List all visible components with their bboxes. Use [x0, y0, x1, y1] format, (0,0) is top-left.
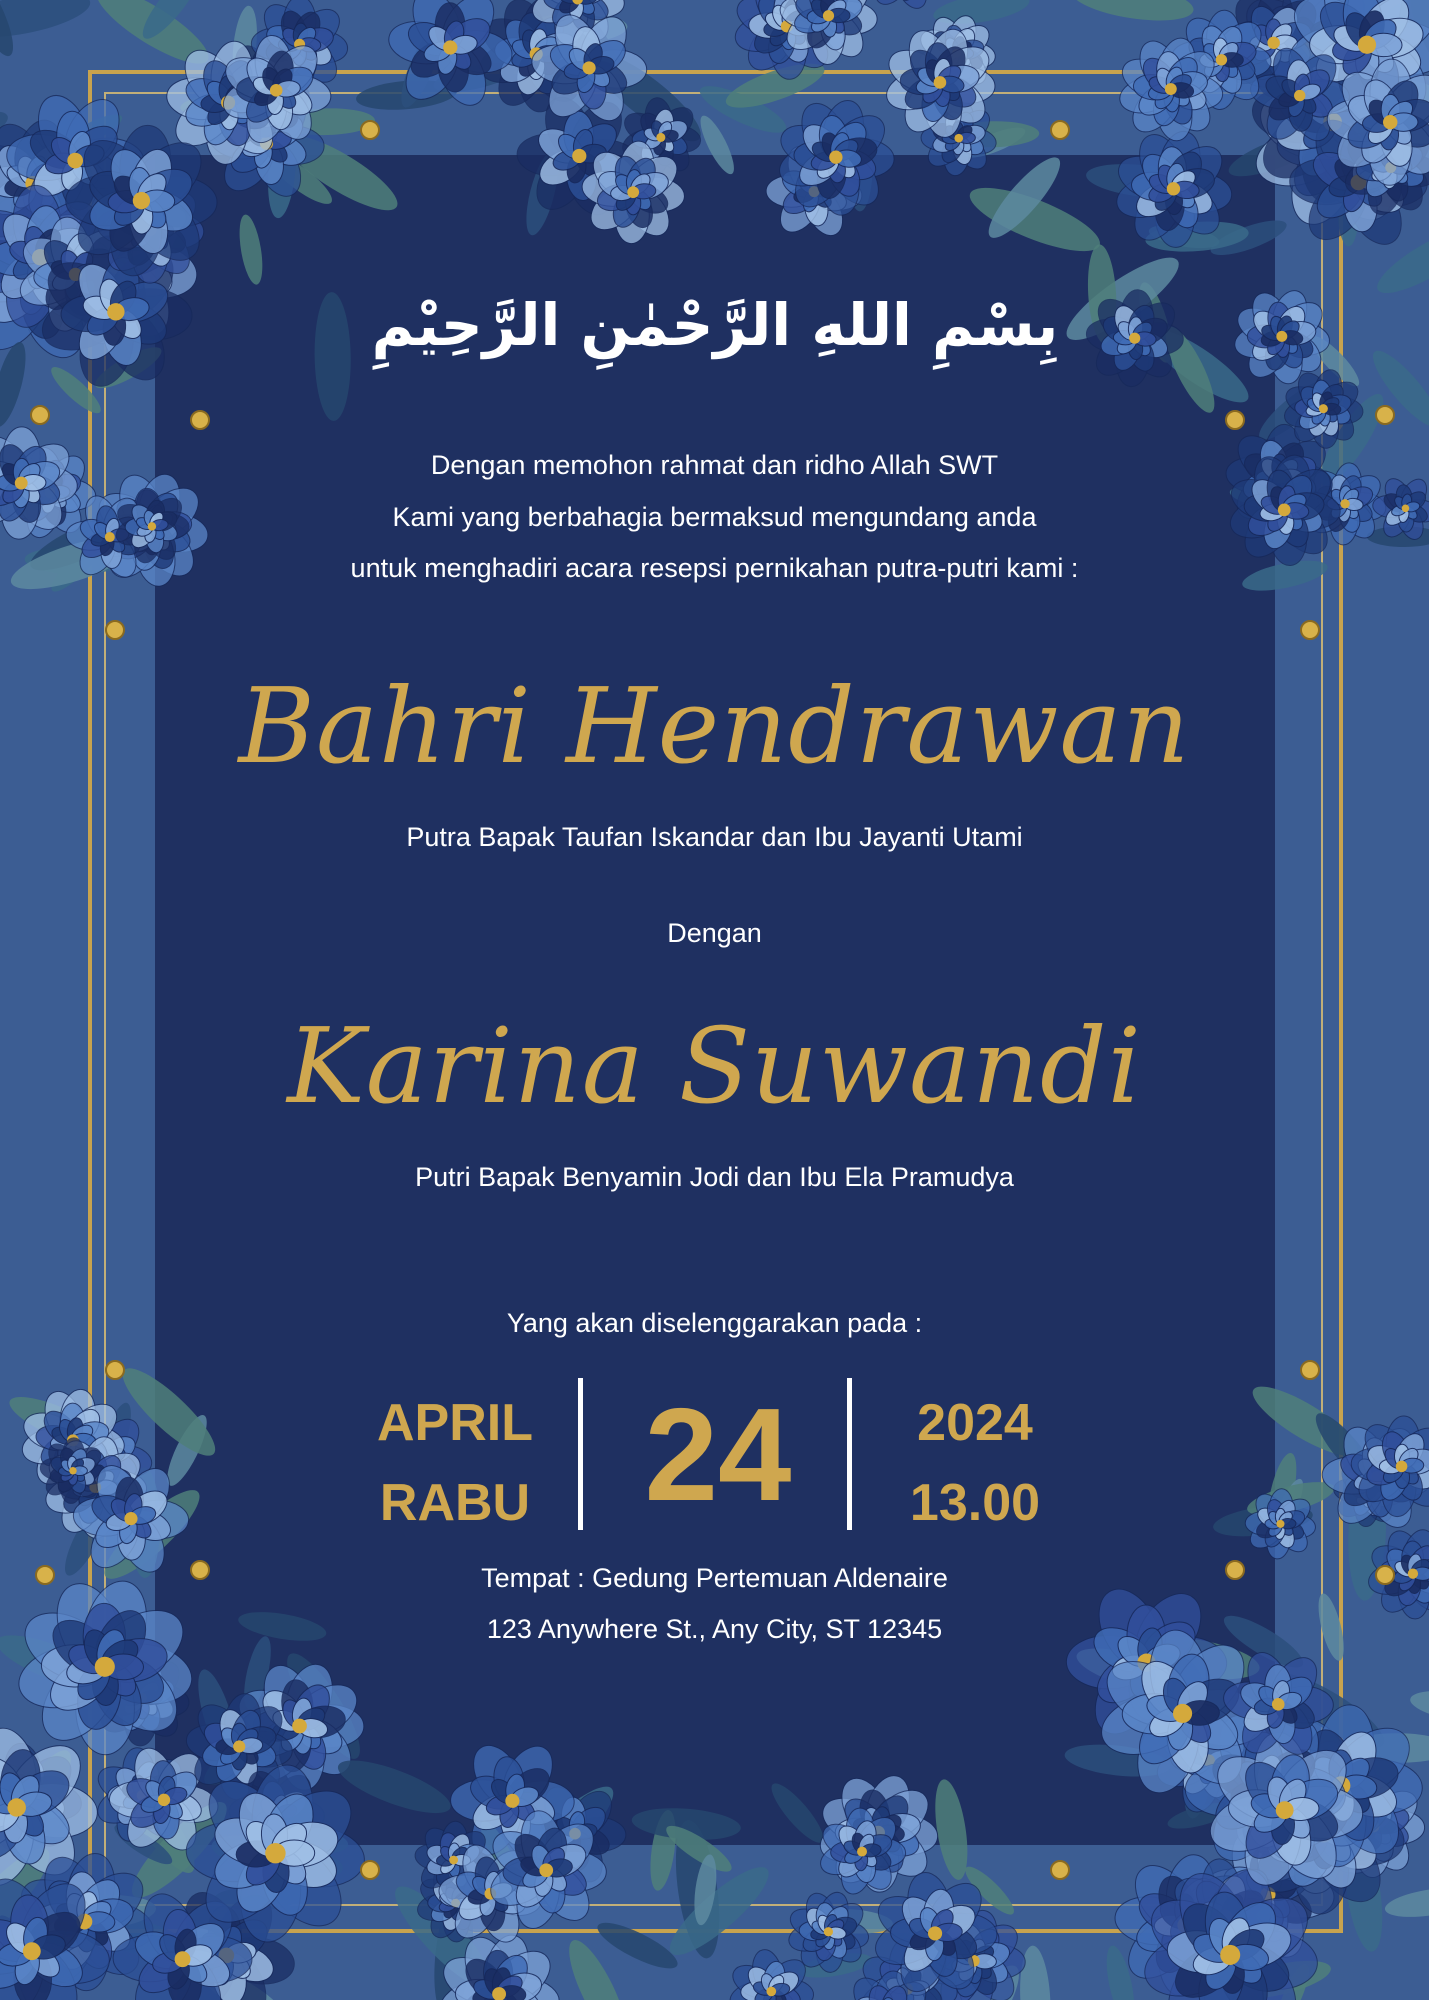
gold-berry-icon [1301, 621, 1319, 639]
groom-name: Bahri Hendrawan [238, 665, 1191, 787]
venue-line: Tempat : Gedung Pertemuan Aldenaire [481, 1563, 948, 1593]
date-time: 13.00 [909, 1474, 1041, 1532]
leaf-icon [235, 213, 266, 286]
flower-icon [1232, 286, 1332, 386]
intro-line: Kami yang berbahagia bermaksud mengundang anda [392, 502, 1037, 532]
gold-berry-icon [1301, 1361, 1319, 1379]
intro-line: untuk menghadiri acara resepsi pernikahan putra-putri kami : [350, 553, 1079, 583]
event-intro: Yang akan diselenggarakan pada : [506, 1308, 923, 1338]
gold-berry-icon [1226, 411, 1244, 429]
gold-berry-icon [31, 406, 49, 424]
groom-parents: Putra Bapak Taufan Iskandar dan Ibu Jayanti Utami [406, 822, 1023, 852]
leaf-icon [1408, 1685, 1429, 1729]
gold-berry-icon [1051, 121, 1069, 139]
leaf-icon [765, 1777, 830, 1849]
leaf-icon [1018, 1945, 1053, 2000]
leaf-icon [1069, 0, 1196, 27]
gold-berry-icon [1051, 1861, 1069, 1879]
gold-berry-icon [106, 621, 124, 639]
date-divider [578, 1378, 583, 1530]
gold-berry-icon [361, 121, 379, 139]
leaf-icon [695, 112, 740, 178]
intro-line: Dengan memohon rahmat dan ridho Allah SWT [430, 450, 999, 480]
gold-berry-icon [1376, 406, 1394, 424]
date-day-name: RABU [379, 1474, 531, 1532]
address-line: 123 Anywhere St., Any City, ST 12345 [486, 1614, 943, 1644]
gold-berry-icon [191, 411, 209, 429]
date-divider [847, 1378, 852, 1530]
gold-berry-icon [106, 1361, 124, 1379]
leaf-icon [592, 1915, 682, 1977]
connector-text: Dengan [667, 918, 762, 948]
date-month: APRIL [377, 1394, 533, 1452]
leaf-icon [0, 339, 32, 430]
date-day: 24 [644, 1381, 792, 1528]
leaf-icon [314, 292, 352, 421]
gold-berry-icon [361, 1861, 379, 1879]
leaf-icon [1383, 1882, 1429, 1922]
date-year: 2024 [917, 1394, 1033, 1452]
flower-icon [864, 0, 945, 13]
bismillah-text: بِسْمِ اللهِ الرَّحْمٰنِ الرَّحِيْمِ [371, 291, 1059, 359]
bismillah-calligraphy [371, 255, 1059, 385]
bride-name: Karina Suwandi [287, 1005, 1142, 1127]
bride-parents: Putri Bapak Benyamin Jodi dan Ibu Ela Pramudya [415, 1162, 1014, 1192]
leaf-icon [0, 0, 94, 46]
